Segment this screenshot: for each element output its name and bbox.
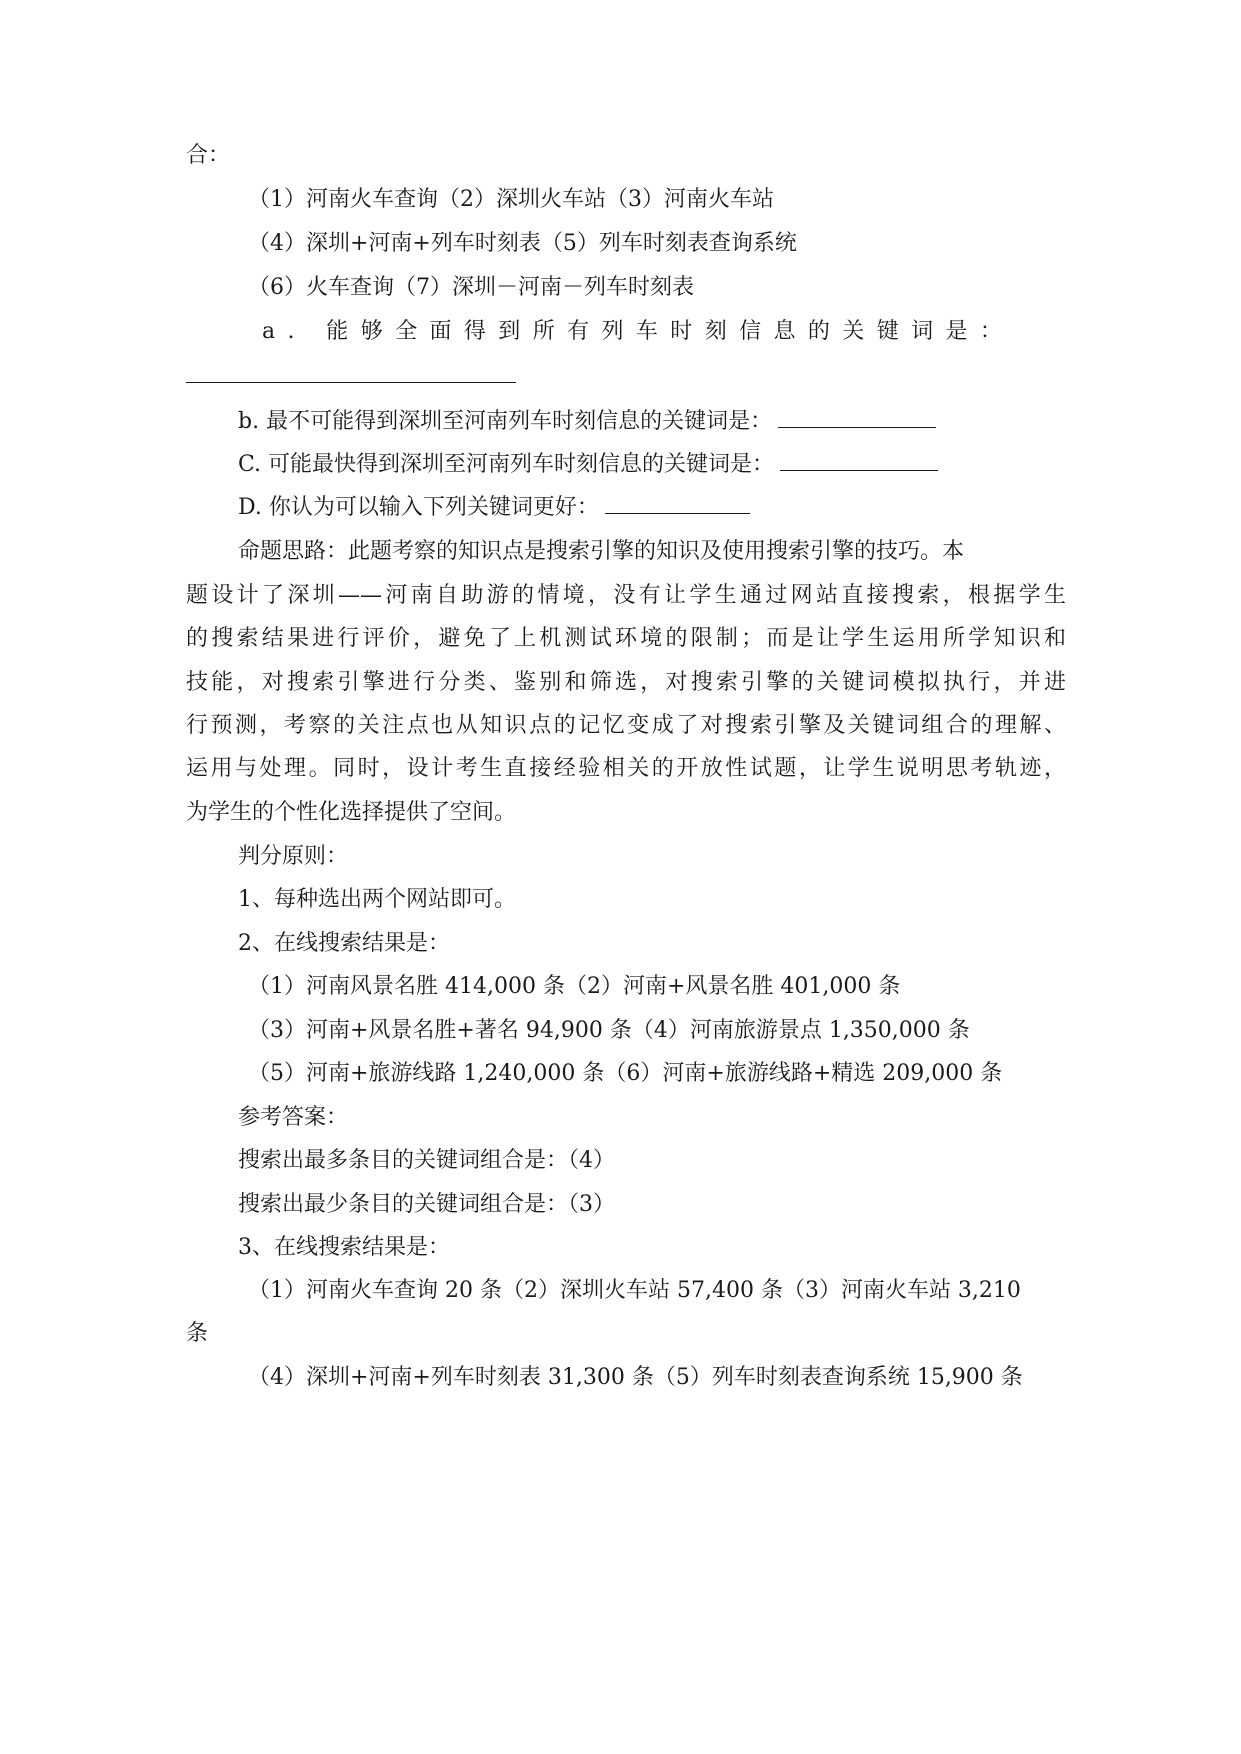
option-line: （6）火车查询（7）深圳－河南－列车时刻表: [248, 275, 694, 300]
text-line: 1、每种选出两个网站即可。: [238, 887, 516, 912]
paragraph-line: 题设计了深圳——河南自助游的情境，没有让学生通过网站直接搜索，根据学生: [186, 583, 1066, 608]
result-line: （4）深圳+河南+列车时刻表 31,300 条（5）列车时刻表查询系统 15,900 条: [248, 1365, 1023, 1390]
text-line: 合：: [186, 143, 231, 168]
question-d: [238, 493, 750, 523]
text-line: 搜索出最多条目的关键词组合是：（4）: [238, 1148, 615, 1173]
option-line: （4）深圳+河南+列车时刻表（5）列车时刻表查询系统: [248, 231, 797, 256]
text-line: 3、在线搜索结果是：: [238, 1235, 450, 1260]
question-a: a. 能够全面得到所有列车时刻信息的关键词是：: [262, 319, 1015, 344]
question-b-text: b. 最不可能得到深圳至河南列车时刻信息的关键词是：: [238, 409, 773, 434]
option-line: （1）河南火车查询（2）深圳火车站（3）河南火车站: [248, 187, 774, 212]
question-c-text: C. 可能最快得到深圳至河南列车时刻信息的关键词是：: [238, 452, 775, 477]
question-c: [238, 450, 938, 480]
answer-blank-d[interactable]: [605, 495, 750, 514]
answer-blank-a[interactable]: [186, 362, 516, 392]
paragraph-line: 行预测，考察的关注点也从知识点的记忆变成了对搜索引擎及关键词组合的理解、: [186, 713, 1066, 738]
paragraph-line: 命题思路：此题考察的知识点是搜索引擎的知识及使用搜索引擎的技巧。本: [238, 539, 965, 564]
paragraph-line: 运用与处理。同时，设计考生直接经验相关的开放性试题，让学生说明思考轨迹，: [186, 756, 1066, 781]
paragraph-line: 技能，对搜索引擎进行分类、鉴别和筛选，对搜索引擎的关键词模拟执行，并进: [186, 670, 1066, 695]
text-line: 2、在线搜索结果是：: [238, 931, 450, 956]
question-d-text: D. 你认为可以输入下列关键词更好：: [238, 495, 599, 520]
section-heading: 参考答案：: [238, 1105, 349, 1130]
answer-blank-b[interactable]: [778, 409, 936, 428]
result-line: （5）河南+旅游线路 1,240,000 条（6）河南+旅游线路+精选 209,000 条: [248, 1061, 1003, 1086]
result-line: 条: [186, 1321, 209, 1346]
paragraph-line: 为学生的个性化选择提供了空间。: [186, 800, 517, 825]
section-heading: 判分原则：: [238, 844, 349, 869]
result-line: （1）河南火车查询 20 条（2）深圳火车站 57,400 条（3）河南火车站 3,210: [248, 1278, 1021, 1303]
result-line: （3）河南+风景名胜+著名 94,900 条（4）河南旅游景点 1,350,000 条: [248, 1018, 970, 1043]
text-line: 搜索出最少条目的关键词组合是：（3）: [238, 1192, 615, 1217]
question-b: [238, 407, 936, 437]
answer-blank-c[interactable]: [780, 452, 938, 471]
paragraph-line: 的搜索结果进行评价，避免了上机测试环境的限制；而是让学生运用所学知识和: [186, 626, 1066, 651]
result-line: （1）河南风景名胜 414,000 条（2）河南+风景名胜 401,000 条: [248, 974, 901, 999]
